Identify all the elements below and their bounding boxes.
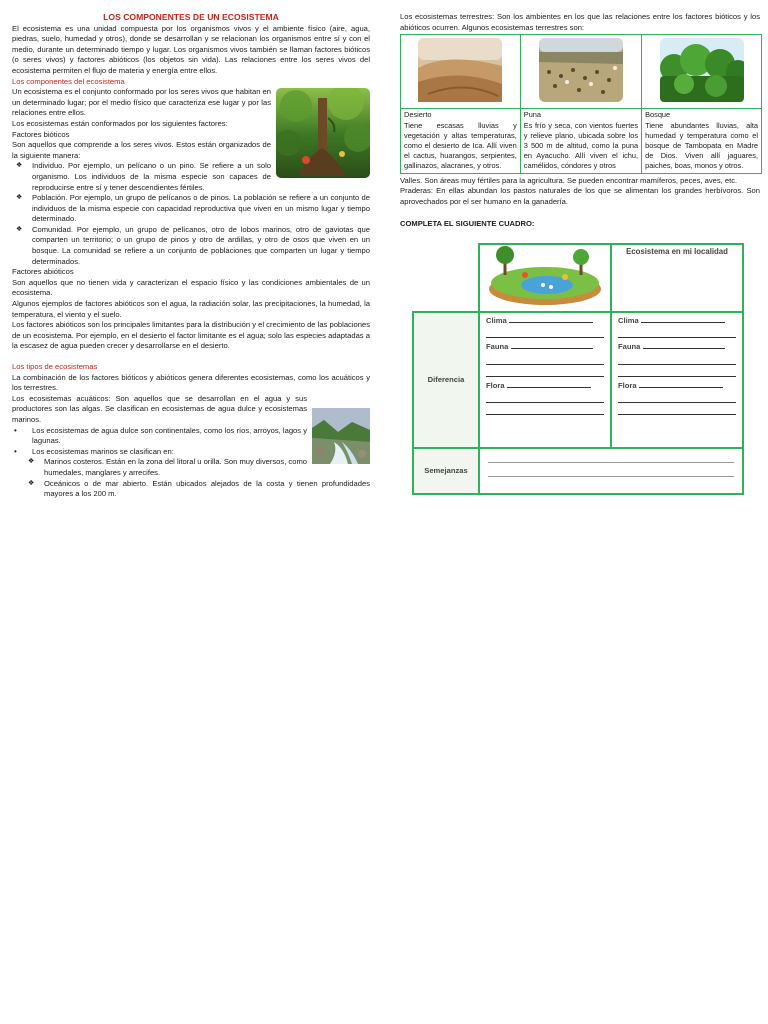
terrestrial-table [400, 34, 762, 173]
types-heading: Los tipos de ecosistemas [12, 362, 98, 371]
biotic-definition: Son aquellos que comprende a los seres vivos. Estos están organizados de la siguiente manera: [12, 140, 271, 160]
flora-field [486, 380, 604, 391]
difference-illustration-cell [479, 312, 611, 448]
meadows-text: Praderas: En ellas abundan los pastos naturales de los que se alimentan los grandes herbívoros. Son aprovechados por el ser humano en la ganadería. [400, 186, 760, 206]
forest-image [660, 38, 744, 102]
list-item: • Los ecosistemas de agua dulce son continentales, como los ríos, arroyos, lagos y lagunas. [12, 426, 370, 447]
terrestrial-intro: Los ecosistemas terrestres: Son los ambientes en los que las relaciones entre los factores bióticos y los abióticos ocurren. Algunos ecosistemas terrestres son: [400, 12, 760, 32]
ecosystem-name: Desierto [404, 110, 432, 120]
page-title: LOS COMPONENTES DE UN ECOSISTEMA [103, 12, 279, 22]
abiotic-examples: Algunos ejemplos de factores abióticos son el agua, la radiación solar, las precipitaciones, la humedad, la temperatura, el viento y el suelo. [12, 299, 370, 319]
puna-text-cell [520, 109, 641, 173]
abiotic-limit: Los factores abióticos son los principales limitantes para la distribución y el crecimiento de las poblaciones de un ecosistema. Por ejemplo, en el desierto el factor limitante es el agua; solo las especies adaptadas a la escasez de agua pueden crecer y desarrollarse en el desierto. [12, 320, 370, 351]
ecosystem-illustration [485, 245, 605, 307]
intro-paragraph: El ecosistema es una unidad compuesta por los organismos vivos y el ambiente físico (aire, agua, piedras, suelo, humedad y otros), donde se desarrollan y se relacionan los organismos entre sí y con el medio, durante un determinado tiempo y lugar. Los organismos vivos también se llaman factores bióticos (o seres vivos) y factores abióticos (los objetos sin vida). Las relaciones entre los seres vivos del ecosistema permiten el flujo de materia y energía entre ellos. [12, 23, 370, 75]
types-definition: La combinación de los factores bióticos y abióticos genera diferentes ecosistemas, como los acuáticos y los terrestres. [12, 372, 370, 393]
ecosystem-name: Puna [523, 110, 542, 120]
worksheet-table [412, 243, 744, 495]
biotic-list [12, 161, 370, 267]
ecosystem-description: Es frío y seca, con vientos fuertes y relieve plano, ubicada sobre los 3 500 m de altitud, como la puna en Ayacucho. Allí viven el ichu, camélidos, cóndores y otros [523, 120, 639, 171]
desert-image [418, 38, 502, 102]
ecosystem-description: Tiene abundantes lluvias, alta humedad y temperatura como el bosque de Tambopata en Madre de Dios. Viven allí jaguares, paiches, boas, monos y otros. [645, 120, 758, 171]
list-item: ❖ Comunidad. Por ejemplo, un grupo de pelícanos, otro de lobos marinos, otro de gaviotas que comparten un territorio; o un grupo de pinos y otro de ardillas, y otro de osos que viven en un bosque. La comunidad se refiere a un conjunto de poblaciones que comparten un lugar y tiempo determinados. [12, 225, 370, 267]
list-item: ❖ Oceánicos o de mar abierto. Están ubicados alejados de la costa y tienen profundidades mayores a los 200 m. [12, 479, 370, 500]
left-column [12, 12, 370, 500]
fauna-label: Fauna [486, 342, 509, 352]
ecosystem-name: Bosque [645, 110, 671, 120]
similarity-cell [479, 448, 743, 494]
forest-text-cell [642, 109, 762, 173]
abiotic-heading: Factores abióticos [12, 267, 74, 277]
list-item: ❖ Población. Por ejemplo, un grupo de pelícanos o de pinos. La población se refiere a un conjunto de individuos de la misma especie con capacidad reproductiva que viven en un mismo lugar y tiempo determinado. [12, 193, 370, 225]
flora-label: Flora [486, 380, 505, 390]
fauna-field [486, 341, 604, 352]
right-column [400, 12, 760, 495]
marine-list [12, 457, 370, 499]
difference-local-cell [611, 312, 743, 448]
aquatic-list [12, 426, 370, 458]
clima-label: Clima [486, 315, 507, 325]
biotic-heading: Factores bióticos [12, 129, 70, 139]
clima-label: Clima [618, 315, 639, 325]
valleys-text: Valles. Son áreas muy fértiles para la agricultura. Se pueden encontrar mamíferos, peces, aves, etc. [400, 175, 738, 185]
list-item: ❖ Marinos costeros. Están en la zona del litoral u orilla. Son muy diversos, como humedales, manglares y arrecifes. [12, 457, 370, 478]
forest-cell [642, 35, 762, 109]
desert-cell [401, 35, 521, 109]
list-item: ❖ Individuo. Por ejemplo, un pelícano o un pino. Se refiere a un solo organismo. Los individuos de la misma especie son capaces de reproducirse entre sí y tener descendientes fértiles. [12, 161, 370, 193]
ecosystem-illustration-cell [479, 244, 611, 312]
flora-label: Flora [618, 380, 637, 390]
fauna-field [618, 341, 736, 352]
abiotic-definition: Son aquellos que no tienen vida y caracterizan el espacio físico y las condiciones ambientales de un ecosistema. [12, 277, 370, 298]
local-ecosystem-header: Ecosistema en mi localidad [611, 244, 743, 312]
puna-image [539, 38, 623, 102]
ecosystem-description: Tiene escasas lluvias y vegetación y altas temperaturas, como el desierto de Ica. Allí viven el cactus, huarangos, serpientes, gallinazos, alacranes, y otros. [404, 120, 517, 171]
difference-label: Diferencia [413, 312, 479, 448]
components-definition: Un ecosistema es el conjunto conformado por los seres vivos que habitan en un determinado lugar; por el medio físico que caracteriza ese lugar y por las relaciones entre ellos. [12, 87, 271, 118]
clima-field [486, 315, 604, 326]
fauna-label: Fauna [618, 342, 641, 352]
puna-cell [520, 35, 641, 109]
clima-field [618, 315, 736, 326]
components-heading: Los componentes del ecosistema [12, 76, 125, 86]
list-item: • Los ecosistemas marinos se clasifican en: [12, 447, 370, 458]
similarity-label: Semejanzas [413, 448, 479, 494]
complete-title: COMPLETA EL SIGUIENTE CUADRO: [400, 219, 535, 229]
flora-field [618, 380, 736, 391]
aquatic-definition: Los ecosistemas acuáticos: Son aquellos que se desarrollan en el agua y sus productores son las algas. Se clasifican en ecosistemas de agua dulce y ecosistemas marinos. [12, 393, 307, 424]
desert-text-cell [401, 109, 521, 173]
components-formed: Los ecosistemas están conformados por los siguientes factores: [12, 118, 228, 128]
empty-corner [413, 244, 479, 312]
